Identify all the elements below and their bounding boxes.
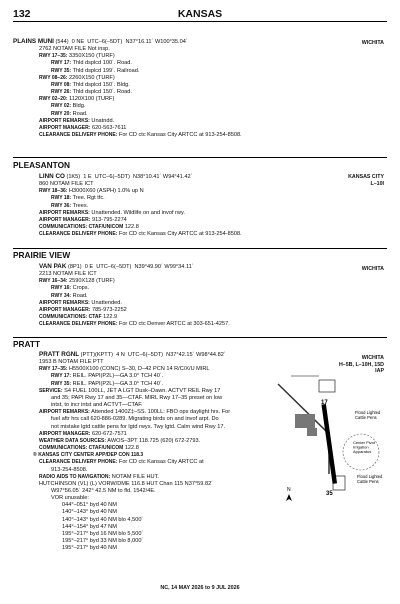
airport-manager: 620-563-7611 (91, 124, 127, 131)
approach-control: KANSAS CITY CENTER APP/DEP CON 118.3 (38, 452, 144, 459)
service-info: S4 FUEL 100LL, JET A LGT Dusk–Dawn. ACTVT REIL Rwy 17 (64, 387, 221, 394)
airport-name: LINN CO (39, 173, 65, 180)
airport-diagram (273, 374, 398, 509)
diagram-rwy-35: 35 (326, 491, 333, 497)
state-title: KANSAS (177, 8, 223, 20)
runway-dimensions: H5500X100 (CONC) S–30, D–42 PCN 14 R/C/X/U MIRL (69, 366, 210, 373)
diagram-rwy-17: 17 (321, 400, 328, 406)
runway-end-remark: Road. (72, 292, 88, 299)
vor-list-item: 195°–217° byd 33 NM blo 8,000´ (62, 538, 144, 545)
airport-remarks: Unattended. (91, 299, 122, 306)
section-rule (13, 248, 387, 249)
effective-dates: NC, 14 MAY 2026 to 9 JUL 2026 (160, 585, 240, 591)
section-rule (13, 157, 387, 158)
diagram-apron (295, 414, 315, 428)
pratt-entry: PRATT RGNL (PTT)(KPTT) 4 N UTC–6(–5DT) N37°42.15´ W98°44.82´ 1953 B NOTAM FILE PTT RWY 17–35: H5500X100 (CONC) S–30, D–42 PCN 14 R/C/X/U MIRL RWY 17: REIL. PAPI(P2L)—GA 3.0° TCH 40´. RWY 35: REIL. PAPI(P2L)—GA 3.0° TCH 40´. SERVICE: S4 FUEL 100LL, JET A LGT Dusk–Dawn. ACTVT REIL Rwy 17 and 35; PAPI Rwy 17 and 35—CTAF. MIRL Rwy 17–35 preset on low intst, to incr intst and ACTVT—CTAF. AIRPORT REMARKS: Attended 1400Z‡–SS. 100LL: FBO ops daylight hrs. For fuel aftr hrs call 620-886-0289. Migrating birds on and invof arpt. Do not mistake lgtd cattle pens for lgtd rwys. Twy lgtd. Calm wind Rwy 17. AIRPORT MANAGER: 620-672-7571 WEATHER DATA SOURCES: AWOS–3PT 118.725 (620) 672-2793. COMMUNICATIONS: CTAF/UNICOM 122.8 ® KANSAS CITY CENTER APP/DEP CON 118.3 CLEARANCE DELIVERY PHONE: For CD ctc Kansas City ARTCC at 913-254-8508. RADIO AIDS TO NAVIGATION: NOTAM FILE HUT. HUTCHINSON (VL) (L) VORW/DME 116.8 HUT Chan 115 N37°59.82´ W97°56.05´ 242° 42.5 NM to fld. 1542/4E. VOR unusable: 044°–051° byd 40 NM 140°–143° byd 40 NM 140°–143° byd 40 NM blo 4,500´ 144°–154° byd 47 NM 195°–217° byd 16 NM blo 5,500´ 195°–217° byd 33 NM blo 8,000´ 195°–217° byd 40 NM (13, 351, 283, 552)
weather-source: AWOS–3PT 118.725 (620) 672-2793. (107, 437, 201, 444)
header-rule (13, 21, 387, 22)
city-heading: PRATT (13, 339, 41, 349)
clearance-phone: For CD ctc Kansas City ARTCC at 913-254-8508. (118, 132, 242, 139)
airport-coords: N37°16.11´ W100°35.04´ (125, 39, 188, 45)
vor-list-item: 144°–154° byd 47 NM (62, 523, 117, 530)
iap-flag: IAP (375, 368, 384, 374)
airport-remarks: Attended 1400Z‡–SS. 100LL: FBO ops daylight hrs. For (91, 409, 231, 416)
section-rule (13, 337, 387, 338)
airport-manager: 913-795-2274 (91, 216, 127, 223)
runway-end-remark: REIL. PAPI(P2L)—GA 3.0° TCH 40´. (72, 380, 164, 387)
runway-end-remark: Road. (72, 110, 88, 117)
airport-distance: 4 N (116, 352, 125, 358)
runway-end-remark: REIL. PAPI(P2L)—GA 3.0° TCH 40´. (72, 373, 164, 380)
vor-info: HUTCHINSON (VL) (L) VORW/DME 116.8 HUT Chan 115 N37°59.82´ (39, 480, 214, 487)
airport-ident: (544) (55, 39, 69, 45)
airport-name: PLAINS MUNI (13, 38, 54, 45)
runway-end-remark: Thld dsplcd 199´. Railroad. (72, 67, 140, 74)
airport-utc: UTC–6(–5DT) (96, 264, 132, 270)
navaid-notam: NOTAM FILE HUT. (111, 473, 159, 480)
airport-ident: (PTT)(KPTT) (80, 352, 113, 358)
runway-dimensions: 2590X128 (TURF) (69, 278, 115, 285)
vor-list-item: 140°–143° byd 40 NM blo 4,500´ (62, 516, 144, 523)
airport-manager: 620-672-7571 (91, 430, 127, 437)
sectional-name: WICHITA (361, 355, 384, 361)
ctaf-frequency: 122.9 (103, 314, 118, 321)
airport-name: VAN PAK (39, 263, 67, 270)
north-arrow-icon (286, 494, 292, 501)
ctaf-frequency: 122.8 (124, 445, 139, 452)
airport-remarks: Unattended. Wildlife on and invof rwy. (91, 209, 185, 216)
pratt-sectional (339, 355, 384, 375)
runway-end-remark: Bldg. (72, 103, 86, 110)
airport-coords: N39°49.90´ W99°34.11´ (134, 264, 194, 270)
airport-elev-notam: 2213 NOTAM FILE ICT (39, 271, 97, 278)
clearance-phone: For CD ctc Denver ARTCC at 303-651-4257. (118, 321, 230, 328)
plains-entry: PLAINS MUNI (544) 0 NE UTC–6(–5DT) N37°16.11´ W100°35.04´ 2762 NOTAM FILE Not insp. RWY 17–35: 3350X150 (TURF) RWY 17: Thld dsplcd 100´. Road. RWY 35: Thld dsplcd 199´. Railroad. RWY 08–26: 2260X150 (TURF) RWY 08: Thld dsplcd 150´. Bldg. RWY 26: Thld dsplcd 150´. Road. RWY 02–20: 1120X100 (TURF) RWY 02: Bldg. RWY 20: Road. AIRPORT REMARKS: Unatndd. AIRPORT MANAGER: 620-563-7611 CLEARANCE DELIVERY PHONE: For CD ctc Kansas City ARTCC at 913-254-8508. (13, 38, 343, 139)
airport-remarks-cont: fuel aftr hrs call 620-886-0289. Migrating birds on and invof arpt. Do (51, 416, 219, 423)
vanpak-entry: VAN PAK (8P1) 0 E UTC–6(–5DT) N39°49.90´ W99°34.11´ 2213 NOTAM FILE ICT RWY 16–34: 2590X128 (TURF) RWY 16: Crops. RWY 34: Road. AIRPORT REMARKS: Unattended. AIRPORT MANAGER: 785-973-2252 COMMUNICATIONS: CTAF 122.9 CLEARANCE DELIVERY PHONE: For CD ctc Denver ARTCC at 303-651-4257. (13, 263, 343, 328)
airport-coords: N37°42.15´ W98°44.82´ (166, 352, 226, 358)
diagram-cattle-pens-north (319, 380, 335, 392)
clearance-phone-cont: 913-254-8508. (51, 466, 88, 473)
runway-end-remark: Thld dsplcd 150´. Road. (72, 89, 132, 96)
airport-utc: UTC–6(–5DT) (87, 39, 123, 45)
vor-list-item: 140°–143° byd 40 NM (62, 509, 117, 516)
vor-list-item: 195°–217° byd 40 NM (62, 545, 117, 552)
airport-remarks-cont: not mistake lgtd cattle pens for lgtd rwys. Twy lgtd. Calm wind Rwy 17. (51, 423, 225, 430)
ctaf-frequency: 122.8 (124, 224, 139, 231)
runway-end-remark: Thld dsplcd 150´. Bldg. (72, 81, 130, 88)
runway-end-remark: Thld dsplcd 100´. Road. (72, 60, 132, 67)
sectional-chart: L–10I (370, 180, 384, 187)
diagram-taxiway (278, 384, 329, 474)
city-heading: PRAIRIE VIEW (13, 250, 71, 260)
diagram-north-label: N (287, 487, 291, 493)
plains-sectional: WICHITA (361, 40, 384, 46)
airport-elev-notam: 1953 B NOTAM FILE PTT (39, 359, 104, 366)
sectional-name: KANSAS CITY (348, 174, 384, 180)
vor-list-item: 044°–051° byd 40 NM (62, 502, 117, 509)
vor-unusable: VOR unusable: (51, 495, 89, 502)
airport-distance: 1 E (83, 174, 92, 180)
airport-utc: UTC–6(–5DT) (127, 352, 164, 358)
vanpak-sectional: WICHITA (361, 266, 384, 272)
airport-distance: 0 NE (71, 39, 85, 45)
vor-info-cont: W97°56.05´ 242° 42.5 NM to fld. 1542/4E. (51, 487, 156, 494)
airport-coords: N38°10.41´ W94°41.42´ (133, 174, 193, 180)
service-info-cont: and 35; PAPI Rwy 17 and 35—CTAF. MIRL Rwy 17–35 preset on low (51, 394, 223, 401)
service-info-cont: intst, to incr intst and ACTVT—CTAF. (51, 402, 143, 409)
runway-dimensions: 1120X100 (TURF) (69, 96, 115, 103)
clearance-phone: For CD ctc Kansas City ARTCC at 913-254-8508. (118, 231, 242, 238)
runway-dimensions: 3350X150 (TURF) (69, 53, 115, 60)
runway-end-remark: Crops. (72, 285, 90, 292)
airport-distance: 0 E (84, 264, 94, 270)
runway-dimensions: 2260X150 (TURF) (69, 74, 115, 81)
city-heading: PLEASANTON (13, 160, 71, 170)
linn-sectional (348, 174, 384, 187)
runway-end-remark: Trees. (72, 202, 89, 209)
vor-list-item: 195°–217° byd 16 NM blo 5,500´ (62, 530, 144, 537)
diagram-hangar (307, 428, 317, 436)
airport-elev-notam: 2762 NOTAM FILE Not insp. (39, 46, 110, 53)
airport-manager: 785-973-2252 (91, 306, 127, 313)
page-number: 132 (13, 8, 31, 20)
clearance-phone: For CD ctc Kansas City ARTCC at (118, 459, 204, 466)
diagram-pivot-label: Center Pivot Irrigation Apparatus (353, 440, 376, 454)
page-header (13, 9, 387, 19)
airport-ident: (1K5) (66, 174, 81, 180)
airport-remarks: Unatndd. (91, 117, 115, 124)
runway-dimensions: H3000X60 (ASPH) 1.0% up N (69, 188, 144, 195)
airport-utc: UTC–6(–5DT) (94, 174, 130, 180)
diagram-pens-lower: Flood Lighted Cattle Pens (357, 474, 383, 484)
airport-name: PRATT RGNL (39, 351, 80, 358)
airport-ident: (8P1) (67, 264, 82, 270)
airport-elev-notam: 860 NOTAM FILE ICT (39, 181, 94, 188)
runway-end-remark: Tree. Rgt tfc. (72, 195, 105, 202)
sectional-chart: H–5B, L–10H, 15D (338, 361, 384, 368)
linn-entry: LINN CO (1K5) 1 E UTC–6(–5DT) N38°10.41´ W94°41.42´ 860 NOTAM FILE ICT RWY 18–36: H3000X60 (ASPH) 1.0% up N RWY 18: Tree. Rgt tfc. RWY 36: Trees. AIRPORT REMARKS: Unattended. Wildlife on and invof rwy. AIRPORT MANAGER: 913-795-2274 COMMUNICATIONS: CTAF/UNICOM 122.8 CLEARANCE DELIVERY PHONE: For CD ctc Kansas City ARTCC at 913-254-8508. (13, 173, 343, 238)
diagram-pens-upper: Flood Lighted Cattle Pens (355, 410, 381, 420)
